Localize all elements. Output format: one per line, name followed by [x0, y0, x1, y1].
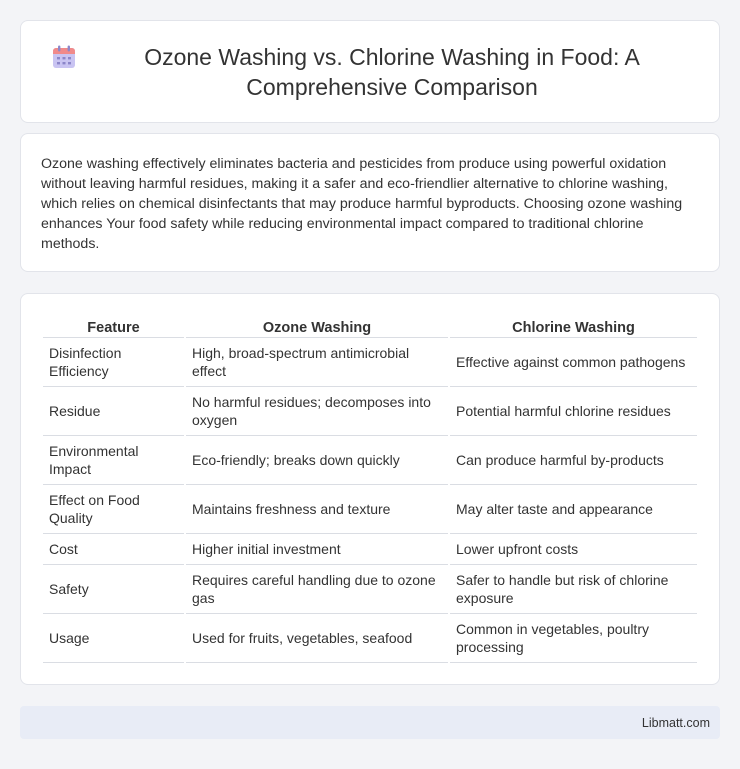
page-title: Ozone Washing vs. Chlorine Washing in Food: A Comprehensive Comparison	[144, 43, 640, 100]
table-row	[43, 338, 697, 387]
table-row	[43, 387, 697, 436]
feature-cell: Residue	[43, 387, 184, 436]
ozone-cell: Higher initial investment	[186, 534, 448, 565]
ozone-cell: High, broad-spectrum antimicrobial effect	[186, 338, 448, 387]
comparison-table	[41, 314, 699, 663]
column-header-chlorine: Chlorine Washing	[450, 314, 697, 338]
feature-cell: Usage	[43, 614, 184, 663]
feature-cell: Safety	[43, 565, 184, 614]
table-row	[43, 534, 697, 565]
comparison-card	[20, 293, 720, 685]
footer-brand[interactable]: Libmatt.com	[641, 715, 710, 730]
table-row	[43, 485, 697, 534]
table-row	[43, 614, 697, 663]
table-row	[43, 565, 697, 614]
intro-text: Ozone washing effectively eliminates bacteria and pesticides from produce using powerful oxidation without leaving harmful residues, making it a safer and eco-friendlier alternative to chlorine washing, which relies on chemical disinfectants that may produce harmful byproducts. Choosing ozone washing enhances Your food safety while reducing environmental impact compared to traditional chlorine methods.	[41, 156, 683, 252]
chlorine-cell: Potential harmful chlorine residues	[450, 387, 697, 436]
ozone-cell: Used for fruits, vegetables, seafood	[186, 614, 448, 663]
title-row	[51, 42, 689, 102]
chlorine-cell: Can produce harmful by-products	[450, 436, 697, 485]
title-card	[20, 20, 720, 123]
feature-cell: Environmental Impact	[43, 436, 184, 485]
ozone-cell: Eco-friendly; breaks down quickly	[186, 436, 448, 485]
table-header-row	[43, 314, 697, 338]
chlorine-cell: May alter taste and appearance	[450, 485, 697, 534]
feature-cell: Effect on Food Quality	[43, 485, 184, 534]
ozone-cell: Maintains freshness and texture	[186, 485, 448, 534]
chlorine-cell: Common in vegetables, poultry processing	[450, 614, 697, 663]
ozone-cell: No harmful residues; decomposes into oxygen	[186, 387, 448, 436]
chlorine-cell: Safer to handle but risk of chlorine exposure	[450, 565, 697, 614]
calendar-icon	[51, 44, 77, 70]
column-header-feature: Feature	[43, 314, 184, 338]
chlorine-cell: Lower upfront costs	[450, 534, 697, 565]
table-row	[43, 436, 697, 485]
chlorine-cell: Effective against common pathogens	[450, 338, 697, 387]
intro-card	[20, 133, 720, 272]
column-header-ozone: Ozone Washing	[186, 314, 448, 338]
ozone-cell: Requires careful handling due to ozone gas	[186, 565, 448, 614]
footer	[20, 706, 720, 739]
feature-cell: Cost	[43, 534, 184, 565]
feature-cell: Disinfection Efficiency	[43, 338, 184, 387]
